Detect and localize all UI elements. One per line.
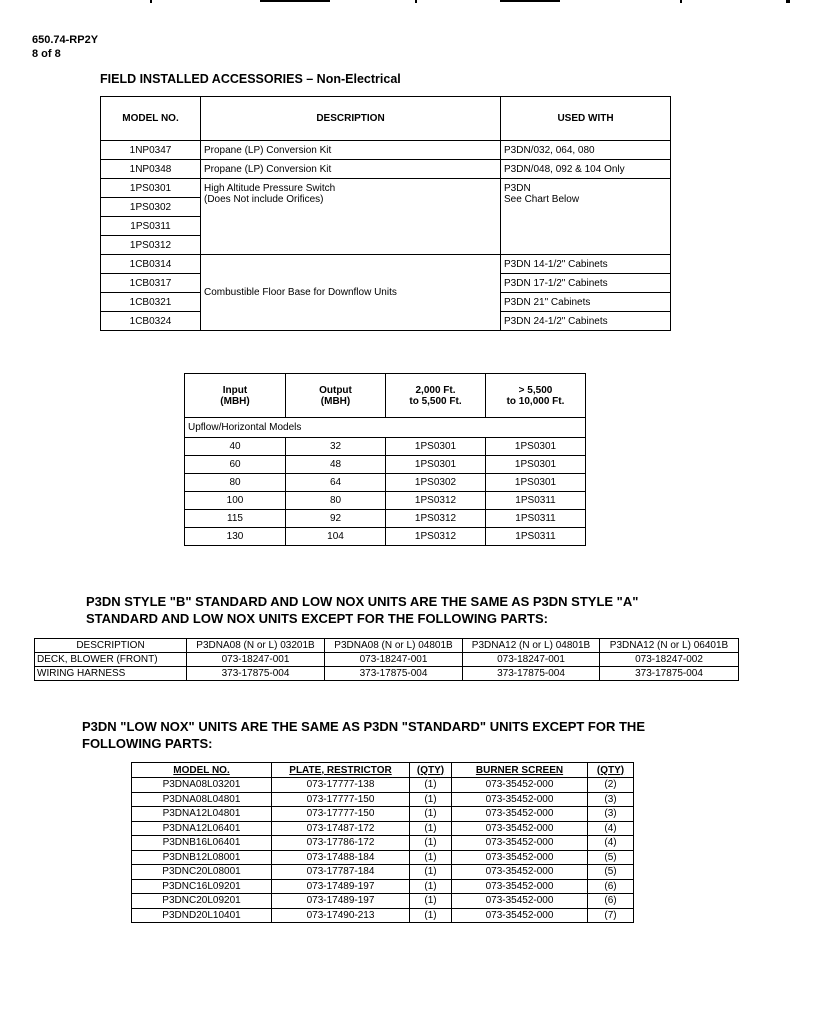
low-nox-note	[82, 718, 645, 752]
restrictor-cell: 073-17777-150	[272, 792, 410, 807]
table-row	[132, 778, 634, 793]
qty-cell: (1)	[410, 821, 452, 836]
description-cell: Propane (LP) Conversion Kit	[201, 160, 501, 179]
input-cell: 100	[185, 492, 286, 510]
used-with-line: See Chart Below	[504, 194, 580, 205]
table-row	[101, 141, 671, 160]
qty-cell: (1)	[410, 850, 452, 865]
qty-cell: (1)	[410, 894, 452, 909]
header-line: Input	[222, 384, 248, 396]
model-cell: P3DNA12L04801	[132, 807, 272, 822]
model-cell: P3DNA12L06401	[132, 821, 272, 836]
burner-screen-cell: 073-35452-000	[452, 807, 588, 822]
accessories-header-row	[101, 97, 671, 141]
header-line: to 5,500 Ft.	[409, 395, 462, 407]
column-header: P3DNA12 (N or L) 06401B	[600, 639, 739, 653]
low-nox-table	[131, 762, 634, 923]
model-cell: 1PS0301	[101, 179, 201, 198]
table-row	[132, 850, 634, 865]
qty-cell: (6)	[588, 879, 634, 894]
part-cell: 073-18247-001	[187, 653, 325, 667]
table-row	[132, 821, 634, 836]
column-header: DESCRIPTION	[201, 97, 501, 141]
style-b-table	[34, 638, 739, 681]
input-cell: 80	[185, 474, 286, 492]
model-cell: P3DNA08L03201	[132, 778, 272, 793]
qty-cell: (1)	[410, 836, 452, 851]
qty-cell: (5)	[588, 850, 634, 865]
output-cell: 32	[286, 438, 386, 456]
model-cell: 1PS0312	[101, 236, 201, 255]
table-row	[185, 474, 586, 492]
restrictor-cell: 073-17487-172	[272, 821, 410, 836]
restrictor-cell: 073-17489-197	[272, 894, 410, 909]
input-cell: 60	[185, 456, 286, 474]
column-header: PLATE, RESTRICTOR	[272, 763, 410, 778]
switch-cell: 1PS0311	[486, 528, 586, 546]
qty-cell: (1)	[410, 778, 452, 793]
qty-cell: (4)	[588, 821, 634, 836]
table-row	[132, 879, 634, 894]
table-row	[185, 528, 586, 546]
header-line: (MBH)	[220, 395, 250, 407]
restrictor-cell: 073-17490-213	[272, 908, 410, 923]
output-cell: 92	[286, 510, 386, 528]
low-nox-body	[132, 778, 634, 923]
qty-cell: (4)	[588, 836, 634, 851]
burner-screen-cell: 073-35452-000	[452, 792, 588, 807]
column-header: MODEL NO.	[132, 763, 272, 778]
restrictor-cell: 073-17777-150	[272, 807, 410, 822]
style-b-note	[86, 593, 638, 627]
output-cell: 64	[286, 474, 386, 492]
pressure-switch-description	[201, 179, 501, 255]
low-nox-header-row	[132, 763, 634, 778]
column-header: P3DNA08 (N or L) 04801B	[325, 639, 463, 653]
qty-cell: (6)	[588, 894, 634, 909]
table-row	[132, 908, 634, 923]
used-with-cell: P3DN 24-1/2" Cabinets	[501, 312, 671, 331]
header-line: to 10,000 Ft.	[506, 395, 565, 407]
qty-cell: (1)	[410, 908, 452, 923]
pressure-switch-used-with	[501, 179, 671, 255]
qty-cell: (2)	[588, 778, 634, 793]
table-row	[185, 492, 586, 510]
model-cell: P3DNB16L06401	[132, 836, 272, 851]
used-with-cell: P3DN 17-1/2" Cabinets	[501, 274, 671, 293]
model-cell: 1NP0347	[101, 141, 201, 160]
used-with-cell: P3DN/048, 092 & 104 Only	[501, 160, 671, 179]
restrictor-cell: 073-17777-138	[272, 778, 410, 793]
qty-cell: (1)	[410, 792, 452, 807]
column-header: BURNER SCREEN	[452, 763, 588, 778]
table-row	[132, 792, 634, 807]
model-cell: 1PS0311	[101, 217, 201, 236]
note-line: P3DN "LOW NOX" UNITS ARE THE SAME AS P3DN "STANDARD" UNITS EXCEPT FOR THE	[82, 719, 645, 734]
part-cell: 073-18247-001	[325, 653, 463, 667]
model-cell: P3DNB12L08001	[132, 850, 272, 865]
burner-screen-cell: 073-35452-000	[452, 836, 588, 851]
qty-cell: (3)	[588, 807, 634, 822]
used-with-cell: P3DN/032, 064, 080	[501, 141, 671, 160]
header-line: Output	[319, 384, 352, 396]
switch-cell: 1PS0301	[486, 474, 586, 492]
table-row	[101, 255, 671, 274]
column-header	[386, 374, 486, 418]
model-cell: 1CB0314	[101, 255, 201, 274]
table-row	[185, 510, 586, 528]
burner-screen-cell: 073-35452-000	[452, 908, 588, 923]
output-cell: 80	[286, 492, 386, 510]
note-line: STANDARD AND LOW NOX UNITS EXCEPT FOR THE FOLLOWING PARTS:	[86, 611, 548, 626]
column-header: P3DNA12 (N or L) 04801B	[463, 639, 600, 653]
burner-screen-cell: 073-35452-000	[452, 778, 588, 793]
qty-cell: (1)	[410, 807, 452, 822]
burner-screen-cell: 073-35452-000	[452, 821, 588, 836]
column-header	[486, 374, 586, 418]
switch-cell: 1PS0301	[486, 456, 586, 474]
part-cell: 373-17875-004	[187, 667, 325, 681]
column-header	[286, 374, 386, 418]
table-row	[35, 653, 739, 667]
switch-cell: 1PS0312	[386, 528, 486, 546]
switch-cell: 1PS0301	[386, 438, 486, 456]
output-cell: 104	[286, 528, 386, 546]
part-cell: 373-17875-004	[463, 667, 600, 681]
page-number: 8 of 8	[32, 48, 61, 60]
model-cell: 1NP0348	[101, 160, 201, 179]
switch-cell: 1PS0312	[386, 492, 486, 510]
switch-cell: 1PS0311	[486, 492, 586, 510]
header-line: > 5,500	[518, 384, 553, 396]
model-cell: 1CB0321	[101, 293, 201, 312]
table-row	[101, 160, 671, 179]
restrictor-cell: 073-17786-172	[272, 836, 410, 851]
note-line: P3DN STYLE "B" STANDARD AND LOW NOX UNITS ARE THE SAME AS P3DN STYLE "A"	[86, 594, 639, 609]
input-cell: 130	[185, 528, 286, 546]
column-header: MODEL NO.	[101, 97, 201, 141]
column-header: P3DNA08 (N or L) 03201B	[187, 639, 325, 653]
table-row	[132, 865, 634, 880]
model-cell: 1CB0317	[101, 274, 201, 293]
style-b-header-row	[35, 639, 739, 653]
qty-cell: (5)	[588, 865, 634, 880]
switch-cell: 1PS0301	[386, 456, 486, 474]
description-line: (Does Not include Orifices)	[204, 194, 324, 205]
used-with-cell: P3DN 14-1/2" Cabinets	[501, 255, 671, 274]
accessories-table	[100, 96, 671, 331]
table-row	[132, 836, 634, 851]
table-row	[101, 179, 671, 198]
header-line: 2,000 Ft.	[415, 384, 456, 396]
used-with-line: P3DN	[504, 183, 531, 194]
table-row	[132, 894, 634, 909]
part-cell: 073-18247-001	[463, 653, 600, 667]
column-header: (QTY)	[588, 763, 634, 778]
model-cell: 1CB0324	[101, 312, 201, 331]
qty-cell: (1)	[410, 865, 452, 880]
burner-screen-cell: 073-35452-000	[452, 894, 588, 909]
header-line: (MBH)	[320, 395, 351, 407]
switch-cell: 1PS0302	[386, 474, 486, 492]
qty-cell: (7)	[588, 908, 634, 923]
table-row	[35, 667, 739, 681]
part-cell: 373-17875-004	[600, 667, 739, 681]
note-line: FOLLOWING PARTS:	[82, 736, 213, 751]
table-row	[132, 807, 634, 822]
column-header: DESCRIPTION	[35, 639, 187, 653]
burner-screen-cell: 073-35452-000	[452, 865, 588, 880]
altitude-chart	[184, 373, 586, 546]
description-cell: WIRING HARNESS	[35, 667, 187, 681]
restrictor-cell: 073-17787-184	[272, 865, 410, 880]
restrictor-cell: 073-17488-184	[272, 850, 410, 865]
restrictor-cell: 073-17489-197	[272, 879, 410, 894]
description-cell: Propane (LP) Conversion Kit	[201, 141, 501, 160]
table-row	[185, 438, 586, 456]
column-header	[185, 374, 286, 418]
doc-number: 650.74-RP2Y	[32, 34, 99, 46]
table-row	[185, 456, 586, 474]
accessories-title: FIELD INSTALLED ACCESSORIES – Non-Electrical	[100, 72, 401, 86]
altitude-header-row	[185, 374, 586, 418]
part-cell: 073-18247-002	[600, 653, 739, 667]
group-row	[185, 418, 586, 438]
switch-cell: 1PS0311	[486, 510, 586, 528]
floor-base-description: Combustible Floor Base for Downflow Units	[201, 255, 501, 331]
qty-cell: (1)	[410, 879, 452, 894]
description-cell: DECK, BLOWER (FRONT)	[35, 653, 187, 667]
burner-screen-cell: 073-35452-000	[452, 850, 588, 865]
input-cell: 115	[185, 510, 286, 528]
switch-cell: 1PS0301	[486, 438, 586, 456]
part-cell: 373-17875-004	[325, 667, 463, 681]
column-header: USED WITH	[501, 97, 671, 141]
used-with-cell: P3DN 21" Cabinets	[501, 293, 671, 312]
model-cell: P3DNC16L09201	[132, 879, 272, 894]
top-edge-marks	[0, 0, 816, 3]
group-label: Upflow/Horizontal Models	[185, 418, 586, 438]
model-cell: P3DND20L10401	[132, 908, 272, 923]
model-cell: P3DNC20L09201	[132, 894, 272, 909]
output-cell: 48	[286, 456, 386, 474]
burner-screen-cell: 073-35452-000	[452, 879, 588, 894]
model-cell: 1PS0302	[101, 198, 201, 217]
model-cell: P3DNC20L08001	[132, 865, 272, 880]
input-cell: 40	[185, 438, 286, 456]
description-line: High Altitude Pressure Switch	[204, 183, 336, 194]
column-header: (QTY)	[410, 763, 452, 778]
model-cell: P3DNA08L04801	[132, 792, 272, 807]
qty-cell: (3)	[588, 792, 634, 807]
switch-cell: 1PS0312	[386, 510, 486, 528]
